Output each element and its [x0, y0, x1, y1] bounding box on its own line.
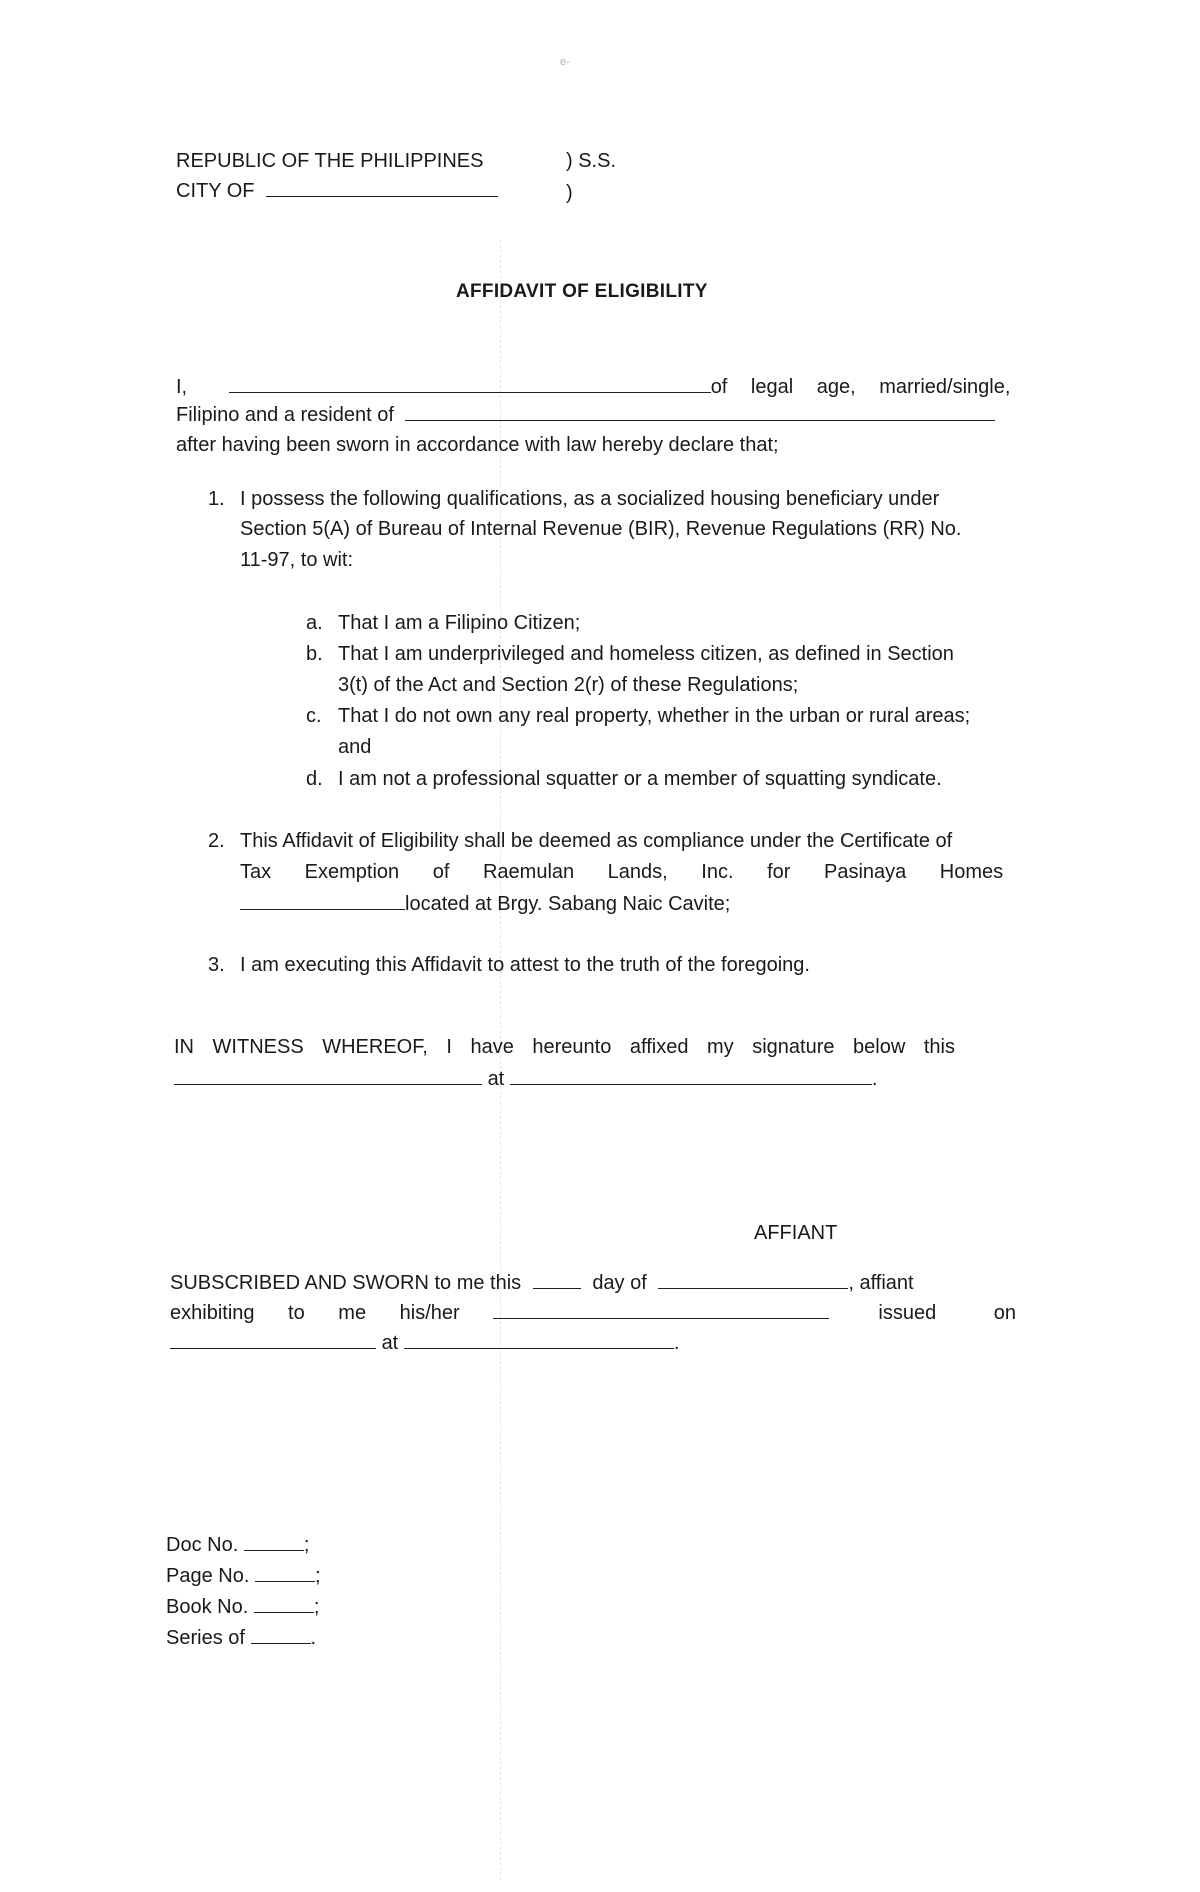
item-2-line-1: This Affidavit of Eligibility shall be deemed as compliance under the Certificate of	[240, 830, 953, 852]
subitem-c-line-2: and	[338, 736, 372, 758]
jurat-id-blank	[493, 1317, 829, 1319]
witness-line-1: IN WITNESS WHEREOF, I have hereunto affixed my signature below this	[174, 1036, 955, 1058]
intro-line-2	[176, 400, 995, 431]
series-of	[166, 1623, 316, 1654]
doc-no-end: ;	[303, 1534, 310, 1556]
jurat-line-2	[170, 1298, 1016, 1329]
item-1-line-3: 11-97, to wit:	[240, 549, 354, 571]
item-3-number: 3.	[208, 954, 225, 976]
page-no	[166, 1561, 321, 1592]
witness-at: at	[487, 1068, 505, 1090]
residence-blank	[405, 419, 995, 421]
caption-republic: REPUBLIC OF THE PHILIPPINES	[176, 150, 484, 172]
subitem-b-line-1: That I am underprivileged and homeless citizen, as defined in Section	[338, 643, 954, 665]
witness-date-blank	[174, 1083, 482, 1085]
jurat-day-of: day of	[592, 1272, 647, 1294]
jurat-end: .	[673, 1332, 680, 1354]
subitem-d-letter: d.	[306, 768, 323, 790]
name-blank	[229, 391, 711, 393]
jurat-exhibiting: exhibiting to me his/her	[170, 1302, 460, 1324]
item-1-line-1: I possess the following qualifications, as a socialized housing beneficiary under	[240, 488, 940, 510]
series-of-end: .	[310, 1627, 317, 1649]
jurat-issue-date-blank	[170, 1347, 376, 1349]
subitem-a-letter: a.	[306, 612, 323, 634]
witness-place-blank	[510, 1083, 872, 1085]
intro-filipino: Filipino and a resident of	[176, 404, 394, 426]
caption-city	[176, 176, 498, 207]
caption-ss: ) S.S.	[566, 150, 617, 172]
page-no-end: ;	[314, 1565, 321, 1587]
intro-legal: of legal age, married/single,	[710, 376, 1011, 398]
homes-blank	[240, 908, 405, 910]
series-of-blank	[251, 1642, 311, 1644]
jurat-affiant: , affiant	[848, 1272, 914, 1294]
item-2-line-3	[240, 889, 730, 920]
subitem-c-line-1: That I do not own any real property, whether in the urban or rural areas;	[338, 705, 971, 727]
item-1-number: 1.	[208, 488, 225, 510]
page-no-label: Page No.	[166, 1565, 250, 1587]
subitem-a-text: That I am a Filipino Citizen;	[338, 612, 581, 634]
intro-sworn: after having been sworn in accordance with law hereby declare that;	[176, 434, 779, 456]
affiant-label: AFFIANT	[754, 1222, 838, 1244]
book-no-blank	[254, 1611, 314, 1613]
item-1-line-2: Section 5(A) of Bureau of Internal Revenue (BIR), Revenue Regulations (RR) No.	[240, 518, 962, 540]
item-3-text: I am executing this Affidavit to attest to the truth of the foregoing.	[240, 954, 810, 976]
witness-line-2	[174, 1064, 877, 1095]
witness-end: .	[871, 1068, 878, 1090]
item-2-location: located at Brgy. Sabang Naic Cavite;	[405, 893, 731, 915]
subitem-d-text: I am not a professional squatter or a member of squatting syndicate.	[338, 768, 942, 790]
doc-no	[166, 1530, 309, 1561]
jurat-line-1	[170, 1268, 914, 1299]
caption-paren: )	[566, 182, 573, 204]
book-no-end: ;	[313, 1596, 320, 1618]
intro-i: I,	[176, 376, 188, 398]
document-title: AFFIDAVIT OF ELIGIBILITY	[456, 281, 708, 302]
series-of-label: Series of	[166, 1627, 245, 1649]
page-no-blank	[255, 1580, 315, 1582]
subitem-b-line-2: 3(t) of the Act and Section 2(r) of these Regulations;	[338, 674, 799, 696]
doc-no-label: Doc No.	[166, 1534, 239, 1556]
book-no	[166, 1592, 319, 1623]
jurat-month-blank	[658, 1287, 848, 1289]
caption-city-label: CITY OF	[176, 180, 255, 202]
scan-mark: e-	[560, 56, 570, 68]
item-2-number: 2.	[208, 830, 225, 852]
city-blank	[266, 195, 498, 197]
item-2-line-2: Tax Exemption of Raemulan Lands, Inc. for Pasinaya Homes	[240, 861, 1004, 883]
book-no-label: Book No.	[166, 1596, 249, 1618]
intro-line-1	[176, 372, 1016, 403]
doc-no-blank	[244, 1549, 304, 1551]
jurat-subscribed: SUBSCRIBED AND SWORN to me this	[170, 1272, 522, 1294]
jurat-line-3	[170, 1328, 679, 1359]
jurat-issue-place-blank	[404, 1347, 674, 1349]
subitem-c-letter: c.	[306, 705, 322, 727]
subitem-b-letter: b.	[306, 643, 323, 665]
jurat-issued-on: issued on	[878, 1302, 1016, 1324]
jurat-at: at	[381, 1332, 399, 1354]
jurat-day-blank	[533, 1287, 581, 1289]
